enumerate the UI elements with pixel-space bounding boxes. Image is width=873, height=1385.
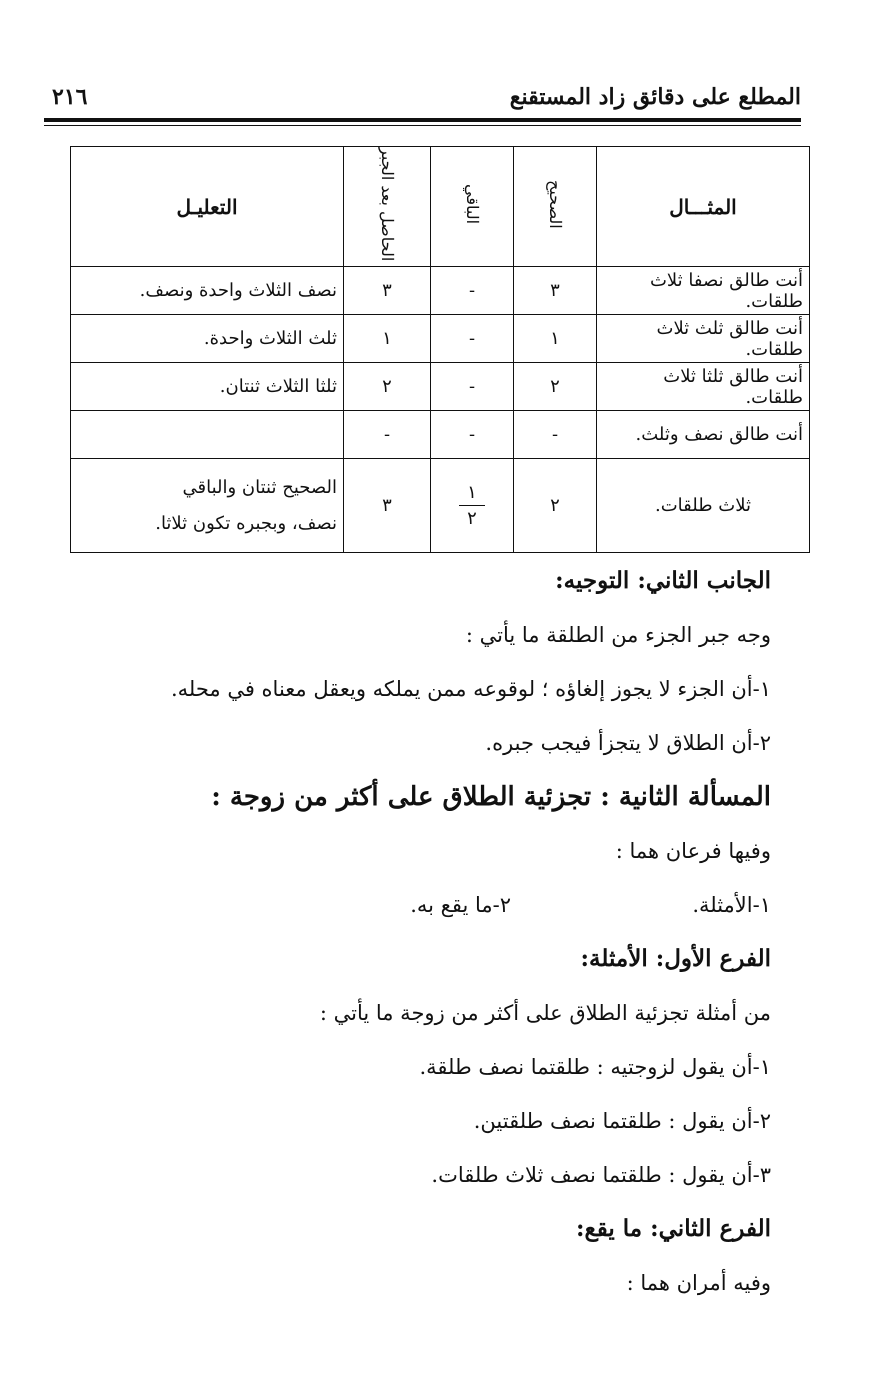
header-rule-thick [44, 118, 801, 122]
reason-line-2: نصف، وبجبره تكون ثلاثا. [155, 512, 337, 534]
list-item: ١-أن الجزء لا يجوز إلغاؤه ؛ لوقوعه ممن يملكه ويعقل معناه في محله. [170, 677, 771, 701]
paragraph: وجه جبر الجزء من الطلقة ما يأتي : [465, 623, 771, 647]
body-text [60, 560, 771, 1316]
list-item: ٢-أن يقول : طلقتما نصف طلقتين. [473, 1109, 771, 1133]
cell-correct: ١ [514, 315, 597, 363]
cell-reason [71, 459, 344, 553]
cell-result: ٢ [344, 363, 431, 411]
section-heading: الفرع الثاني: ما يقع: [576, 1215, 771, 1242]
cell-example: ثلاث طلقات. [597, 459, 810, 553]
cell-result: ٣ [344, 267, 431, 315]
col-reason-header: التعليـل [71, 147, 344, 267]
col-correct-label: الصحيح [545, 179, 565, 229]
list-item: ٢-أن الطلاق لا يتجزأ فيجب جبره. [485, 731, 771, 755]
table-row [71, 411, 810, 459]
list-item: ١-الأمثلة. [692, 893, 771, 917]
cell-result: ٣ [344, 459, 431, 553]
cell-example: أنت طالق نصفا ثلاث طلقات. [597, 267, 810, 315]
cell-result: - [344, 411, 431, 459]
header-rule-thin [44, 125, 801, 126]
table-header-row [71, 147, 810, 267]
col-remainder-label: الباقي [462, 184, 482, 225]
cell-correct: ٢ [514, 459, 597, 553]
paragraph: وفيه أمران هما : [626, 1271, 771, 1295]
fraction-numerator: ١ [459, 480, 485, 506]
table-row [71, 459, 810, 553]
paragraph: من أمثلة تجزئية الطلاق على أكثر من زوجة ما يأتي : [319, 1001, 771, 1025]
page-number: ٢١٦ [52, 84, 88, 110]
cell-example: أنت طالق ثلث ثلاث طلقات. [597, 315, 810, 363]
col-remainder-header [431, 147, 514, 267]
two-column-list [60, 884, 771, 938]
cell-remainder: - [431, 267, 514, 315]
cell-correct: ٢ [514, 363, 597, 411]
list-item: ٣-أن يقول : طلقتما نصف ثلاث طلقات. [431, 1163, 771, 1187]
cell-correct: - [514, 411, 597, 459]
examples-table [70, 146, 810, 553]
cell-reason: نصف الثلاث واحدة ونصف. [71, 267, 344, 315]
table-row [71, 363, 810, 411]
cell-reason [71, 411, 344, 459]
paragraph: وفيها فرعان هما : [615, 839, 771, 863]
section-heading: الفرع الأول: الأمثلة: [580, 945, 771, 972]
list-item: ١-أن يقول لزوجتيه : طلقتما نصف طلقة. [419, 1055, 771, 1079]
table-row [71, 315, 810, 363]
col-correct-header [514, 147, 597, 267]
fraction [459, 480, 485, 531]
cell-example: أنت طالق نصف وثلث. [597, 411, 810, 459]
page-header [44, 84, 801, 114]
col-example-header: المثـــال [597, 147, 810, 267]
cell-correct: ٣ [514, 267, 597, 315]
section-heading: الجانب الثاني: التوجيه: [555, 567, 771, 594]
col-result-header [344, 147, 431, 267]
fraction-denominator: ٢ [467, 508, 477, 530]
reason-line-1: الصحيح ثنتان والباقي [182, 476, 337, 498]
col-result-label: الحاصل بعد الجبر [377, 147, 397, 262]
cell-reason: ثلث الثلاث واحدة. [71, 315, 344, 363]
cell-example: أنت طالق ثلثا ثلاث طلقات. [597, 363, 810, 411]
cell-remainder: - [431, 411, 514, 459]
cell-remainder [431, 459, 514, 553]
cell-remainder: - [431, 363, 514, 411]
cell-remainder: - [431, 315, 514, 363]
section-heading: المسألة الثانية : تجزئية الطلاق على أكثر من زوجة : [211, 782, 771, 812]
list-item: ٢-ما يقع به. [410, 893, 511, 917]
cell-result: ١ [344, 315, 431, 363]
table-row [71, 267, 810, 315]
running-title: المطلع على دقائق زاد المستقنع [509, 84, 801, 110]
cell-reason: ثلثا الثلاث ثنتان. [71, 363, 344, 411]
